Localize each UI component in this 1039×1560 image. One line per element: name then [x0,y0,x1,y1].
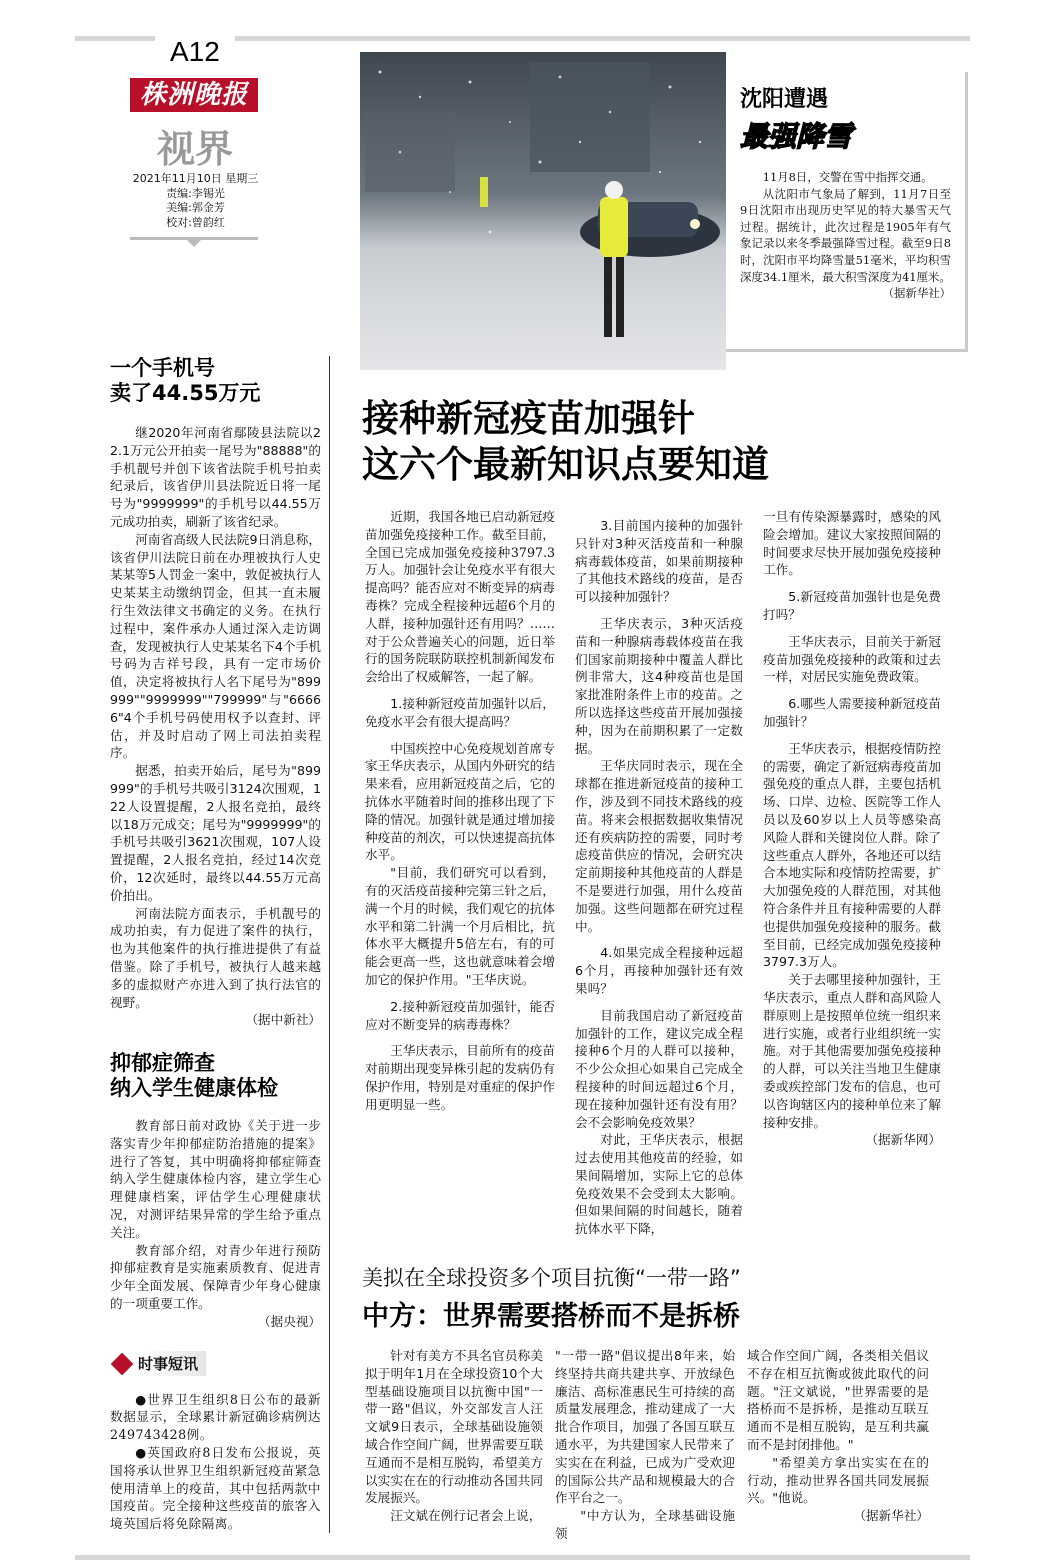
headline-line2: 这六个最新知识点要知道 [362,443,769,486]
paragraph: "中方认为，全球基础设施领 [555,1508,735,1542]
paragraph: 据悉，拍卖开始后，尾号为"899999"的手机号共吸引3124次围观，122人设置提醒，2人报名竞拍，最终以18万元成交；尾号为"9999999"的手机号共吸引3621次围观，107人设置提醒，2人报名竞拍，经过14次竞价，12次延时，最终以44.55万元高价拍出。 [110,763,321,903]
question-heading: 2.接种新冠疫苗加强针，能否应对不断变异的病毒毒株？ [365,998,555,1032]
story-title-line2: 卖了44.55万元 [110,381,261,405]
sidebar-title: 沈阳遭遇 [740,87,829,112]
newspaper-logo: 株洲晚报 [130,78,258,112]
sidebar-title-emphasis: 最强降雪 [740,120,853,153]
belt-column-2 [555,1347,735,1543]
news-briefs-tag [110,1353,321,1375]
paragraph: 目前我国启动了新冠疫苗加强针的工作，建议完成全程接种6个月的人群可以接种，不少公众担心如果自己完成全程接种的时间远超过6个月，现在接种加强针还有没有用？会不会影响免疫效果？ [575,1007,743,1130]
proofreader-credit: 校对:曾韵红 [166,215,225,229]
story-title-line1: 抑郁症筛查 [110,1051,215,1076]
belt-headline: 中方：世界需要搭桥而不是拆桥 [362,1301,740,1333]
section-title: 视界 [156,126,233,171]
paragraph: 教育部介绍，对青少年进行预防抑郁症教育是实施素质教育、促进青少年全面发展、保障青少年身心健康的一项重要工作。 [110,1242,321,1312]
briefs-tag-label: 时事短讯 [138,1351,206,1376]
question-heading: 1.接种新冠疫苗加强针以后，免疫水平会有很大提高吗？ [365,695,555,729]
designer-credit: 美编:郭金芳 [166,201,225,214]
vaccine-column-2 [575,508,743,1238]
paragraph: 王华庆表示，根据疫情防控的需要，确定了新冠病毒疫苗加强免疫的重点人群，主要包括机场、口岸、边检、医院等工作人员以及60岁以上人员等感染高风险人群和关键岗位人群。除了这些重点人群外，各地还可以结合本地实际和疫情防控需要，扩大加强免疫的人群范围，对其他符合条件并且有接种需要的人群也提供加强免疫接种的服务。截至目前，已经完成加强免疫接种3797.3万人。 [763,740,941,970]
belt-columns [360,1347,970,1543]
editor-credit: 责编:李锡光 [166,186,225,200]
left-column [75,52,360,1533]
snow-traffic-photo [360,52,726,370]
paragraph: 汪文斌在例行记者会上说， [390,1508,542,1524]
paragraph: 关于去哪里接种加强针，王华庆表示，重点人群和高风险人群原则上是按照单位统一组织来进行实施，或者行业组织统一实施。对于其他需要加强免疫接种的人群，可以关注当地卫生健康委或疾控部门发布的信息，也可以咨询辖区内的接种单位来了解接种安排。 [763,972,941,1130]
headline-line1: 接种新冠疫苗加强针 [362,397,695,440]
vaccine-column-3 [763,508,941,1149]
paragraph: 河南省高级人民法院9日消息称，该省伊川法院日前在办理被执行人史某某等5人罚金一案中，敦促被执行人史某某主动缴纳罚金，但其一直未履行生效法律文书确定的义务。在执行过程中，案件承办人通过深入走访调查，发现被执行人史某某名下4个手机号码为吉祥号段，具有一定市场价值，决定将被执行人名下尾号为"899999""9999999""799999"与"66666"4个手机号码使用权予以查封、评估，并及时启动了网上司法拍卖程序。 [110,531,321,761]
vaccine-headline [362,396,970,488]
belt-column-1 [365,1347,543,1525]
depression-screening-story [110,1051,321,1331]
diamond-icon [111,1352,134,1375]
paragraph: "希望美方拿出实实在在的行动，推动世界各国共同发展振兴。"他说。 [747,1454,929,1506]
bottom-rule [75,1555,970,1560]
page-grid [75,52,970,1543]
sidebar-source: （据新华社） [882,286,951,301]
source-credit: （据新华网） [865,1132,941,1148]
source-credit: （据央视） [258,1313,321,1329]
sidebar-caption: 11月8日，交警在雪中指挥交通。 [762,170,933,184]
paragraph: "一带一路"倡议提出8年来，始终坚持共商共建共享、开放绿色廉洁、高标准惠民生可持续的高质量发展理念，推动建成了一大批合作项目，加强了各国互联互通水平，为共建国家人民带来了实实在在利益，已成为广受欢迎的国际公共产品和规模最大的合作平台之一。 [555,1348,735,1506]
photo-row [360,52,970,370]
news-briefs [110,1391,321,1533]
paragraph: 中国疾控中心免疫规划首席专家王华庆表示，从国内外研究的结果来看，应用新冠疫苗之后，它的抗体水平随着时间的推移出现了下降的情况。加强针就是通过增加接种疫苗的剂次，可以快速提高抗体水平。 [365,740,555,863]
question-heading: 6.哪些人需要接种新冠疫苗加强针？ [763,696,941,729]
source-credit: （据新华社） [853,1508,929,1524]
issue-date: 2021年11月10日 星期三 [132,172,259,185]
page-number: A12 [170,36,220,67]
paragraph: 王华庆表示，目前所有的疫苗对前期出现变异株引起的发病仍有保护作用，特别是对重症的保护作用更明显一些。 [365,1043,555,1112]
paragraph: 对此，王华庆表示，根据过去使用其他疫苗的经验，如果间隔增加，实际上它的总体免疫效果不会受到太大影响。但如果间隔的时间越长，随着抗体水平下降， [575,1132,743,1237]
shenyang-snow-sidebar [726,72,968,352]
paragraph: 河南法院方面表示，手机靓号的成功拍卖，有力促进了案件的执行，也为其他案件的执行推进提供了有益借鉴。除了手机号，被执行人越来越多的虚拟财产亦进入到了执行法官的视野。 [110,905,321,1010]
paragraph: "目前，我们研究可以看到，有的灭活疫苗接种完第三针之后，满一个月的时候，我们观它的抗体水平和第二针满一个月后相比，抗体水平大概提升5倍左右，有的可能会更高一些，这也就意味着会增加它的保护作用。"王华庆说。 [365,865,555,987]
paragraph: 王华庆同时表示，现在全球都在推进新冠疫苗的接种工作，涉及到不同技术路线的疫苗。将来会根据数据收集情况还有疾病防控的需要，同时考虑疫苗供应的情况，会研究决定前期接种其他疫苗的人群是不是要进行加强，用什么疫苗加强。这些问题都在研究过程中。 [575,758,743,934]
belt-subtitle: 美拟在全球投资多个项目抗衡“一带一路” [362,1266,741,1291]
left-column-stack [110,356,330,1533]
belt-column-3 [747,1347,929,1525]
paragraph: ●英国政府8日发布公报说，英国将承认世界卫生组织新冠疫苗紧急使用清单上的疫苗，其中包括两款中国疫苗。完全接种这些疫苗的旅客入境英国后将免除隔离。 [110,1445,321,1532]
paragraph: 王华庆表示，3种灭活疫苗和一种腺病毒载体疫苗在我们国家前期接种中覆盖人群比例非常大，这4种疫苗也是国家批准附条件上市的疫苗。之所以选择这些疫苗开展加强接种，因为在前期积累了一定数据。 [575,615,743,756]
paragraph: 域合作空间广阔，各类相关倡议不存在相互抗衡或彼此取代的问题。"汪文斌说，"世界需要的是搭桥而不是拆桥，是推动互联互通而不是相互脱钩，是互利共赢而不是封闭排他。" [747,1348,929,1453]
question-heading: 3.目前国内接种的加强针只针对3种灭活疫苗和一种腺病毒载体疫苗，如果前期接种了其他技术路线的疫苗，是否可以接种加强针？ [575,518,743,605]
paragraph: 一旦有传染源暴露时，感染的风险会增加。建议大家按照间隔的时间要求尽快开展加强免疫接种工作。 [763,509,941,578]
paragraph: ●世界卫生组织8日公布的最新数据显示，全球累计新冠确诊病例达249743428例。 [110,1391,321,1443]
question-heading: 4.如果完成全程接种远超6个月，再接种加强针还有效果吗？ [575,945,743,996]
paragraph: 针对有美方不具名官员称美拟于明年1月在全球投资10个大型基础设施项目以抗衡中国"一带一路"倡议，外交部发言人汪文斌9日表示，全球基础设施领域合作空间广阔，世界需要互联互通而不是相互脱钩，希望美方以实实在在的行动推动各国共同发展振兴。 [365,1348,543,1506]
vaccine-column-1 [365,508,555,1114]
story-title-line1: 一个手机号 [110,356,215,380]
paragraph: 教育部日前对政协《关于进一步落实青少年抑郁症防治措施的提案》进行了答复，其中明确将抑郁症筛查纳入学生健康体检内容，建立学生心理健康档案，评估学生心理健康状况，对测评结果异常的学生给予重点关注。 [110,1118,321,1240]
vaccine-columns [360,508,970,1238]
story-title-line2: 纳入学生健康体检 [110,1076,278,1101]
sidebar-body: 从沈阳市气象局了解到，11月7日至9日沈阳市出现历史罕见的特大暴雪天气过程。据统计，此次过程是1905年有气象记录以来冬季最强降雪过程。截至9日8时，沈阳市平均降雪量51毫米，平均积雪深度34.1厘米，最大积雪深度为41厘米。 [740,186,951,284]
paragraph: 王华庆表示，目前关于新冠疫苗加强免疫接种的政策和过去一样，对居民实施免费政策。 [763,633,941,685]
photo-illustration [360,52,726,370]
question-heading: 5.新冠疫苗加强针也是免费打吗？ [763,589,941,622]
main-area [360,52,970,1543]
page-layout [75,0,970,1560]
paragraph: 近期，我国各地已启动新冠疫苗加强免疫接种工作。截至目前，全国已完成加强免疫接种3797.3万人。加强针会让免疫水平有很大提高吗？能否应对不断变异的病毒毒株？完成全程接种远超6个月的人群，接种加强针还有用吗？……对于公众普遍关心的问题，近日举行的国务院联防联控机制新闻发布会给出了权威解答，一起了解。 [365,509,555,685]
source-credit: （据中新社） [245,1012,321,1028]
paragraph: 继2020年河南省鄢陵县法院以22.1万元公开拍卖一尾号为"88888"的手机靓号并创下该省法院手机号拍卖纪录后，该省伊川县法院近日将一尾号为"9999999"的手机号以44.55万元成功拍卖，刷新了该省纪录。 [110,425,321,529]
phone-number-story [110,356,321,1029]
